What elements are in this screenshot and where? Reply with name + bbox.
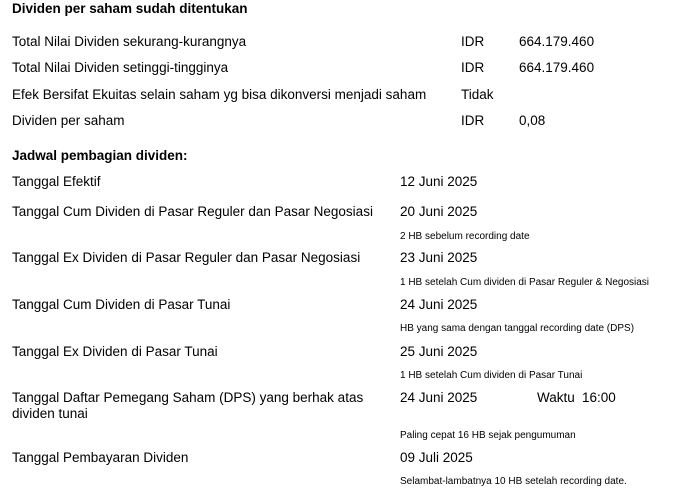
schedule-date-payment-date: 09 Juli 2025 — [400, 450, 473, 465]
row-currency-dividend-per-share: IDR — [461, 113, 485, 128]
schedule-time-label-recording-date: Waktu — [537, 390, 575, 405]
row-label-max-total-dividend: Total Nilai Dividen setinggi-tingginya — [12, 60, 229, 75]
schedule-date-effective-date: 12 Juni 2025 — [400, 174, 478, 189]
schedule-note-recording-date: Paling cepat 16 HB sejak pengumuman — [400, 430, 576, 441]
schedule-label-payment-date: Tanggal Pembayaran Dividen — [12, 450, 189, 465]
row-value-min-total-dividend: 664.179.460 — [519, 34, 595, 49]
schedule-time-recording-date: 16:00 — [582, 390, 616, 405]
schedule-date-cum-cash: 24 Juni 2025 — [400, 297, 478, 312]
row-value-equity-securities: Tidak — [461, 87, 494, 102]
schedule-date-recording-date: 24 Juni 2025 — [400, 390, 478, 405]
row-currency-min-total-dividend: IDR — [461, 34, 485, 49]
schedule-note-ex-cash: 1 HB setelah Cum dividen di Pasar Tunai — [400, 370, 583, 381]
row-label-equity-securities: Efek Bersifat Ekuitas selain saham yg bisa dikonversi menjadi saham — [12, 87, 427, 102]
row-value-dividend-per-share: 0,08 — [519, 113, 546, 128]
schedule-label-cum-regular: Tanggal Cum Dividen di Pasar Reguler dan Pasar Negosiasi — [12, 204, 373, 219]
schedule-label-ex-cash: Tanggal Ex Dividen di Pasar Tunai — [12, 344, 218, 359]
schedule-date-ex-cash: 25 Juni 2025 — [400, 344, 478, 359]
row-label-min-total-dividend: Total Nilai Dividen sekurang-kurangnya — [12, 34, 247, 49]
section-title-dividend-per-share: Dividen per saham sudah ditentukan — [12, 1, 248, 16]
schedule-label-recording-date: Tanggal Daftar Pemegang Saham (DPS) yang berhak atas dividen tunai — [12, 390, 364, 421]
schedule-note-cum-regular: 2 HB sebelum recording date — [400, 231, 530, 242]
schedule-note-payment-date: Selambat-lambatnya 10 HB setelah recording date. — [400, 476, 627, 487]
section-title-dividend-schedule: Jadwal pembagian dividen: — [12, 148, 188, 163]
row-value-max-total-dividend: 664.179.460 — [519, 60, 595, 75]
schedule-label-effective-date: Tanggal Efektif — [12, 174, 101, 189]
row-currency-max-total-dividend: IDR — [461, 60, 485, 75]
schedule-note-ex-regular: 1 HB setelah Cum dividen di Pasar Reguler & Negosiasi — [400, 277, 650, 288]
schedule-label-ex-regular: Tanggal Ex Dividen di Pasar Reguler dan Pasar Negosiasi — [12, 250, 361, 265]
schedule-note-cum-cash: HB yang sama dengan tanggal recording date (DPS) — [400, 323, 635, 334]
schedule-date-ex-regular: 23 Juni 2025 — [400, 250, 478, 265]
row-label-dividend-per-share: Dividen per saham — [12, 113, 125, 128]
schedule-date-cum-regular: 20 Juni 2025 — [400, 204, 478, 219]
schedule-label-cum-cash: Tanggal Cum Dividen di Pasar Tunai — [12, 297, 231, 312]
